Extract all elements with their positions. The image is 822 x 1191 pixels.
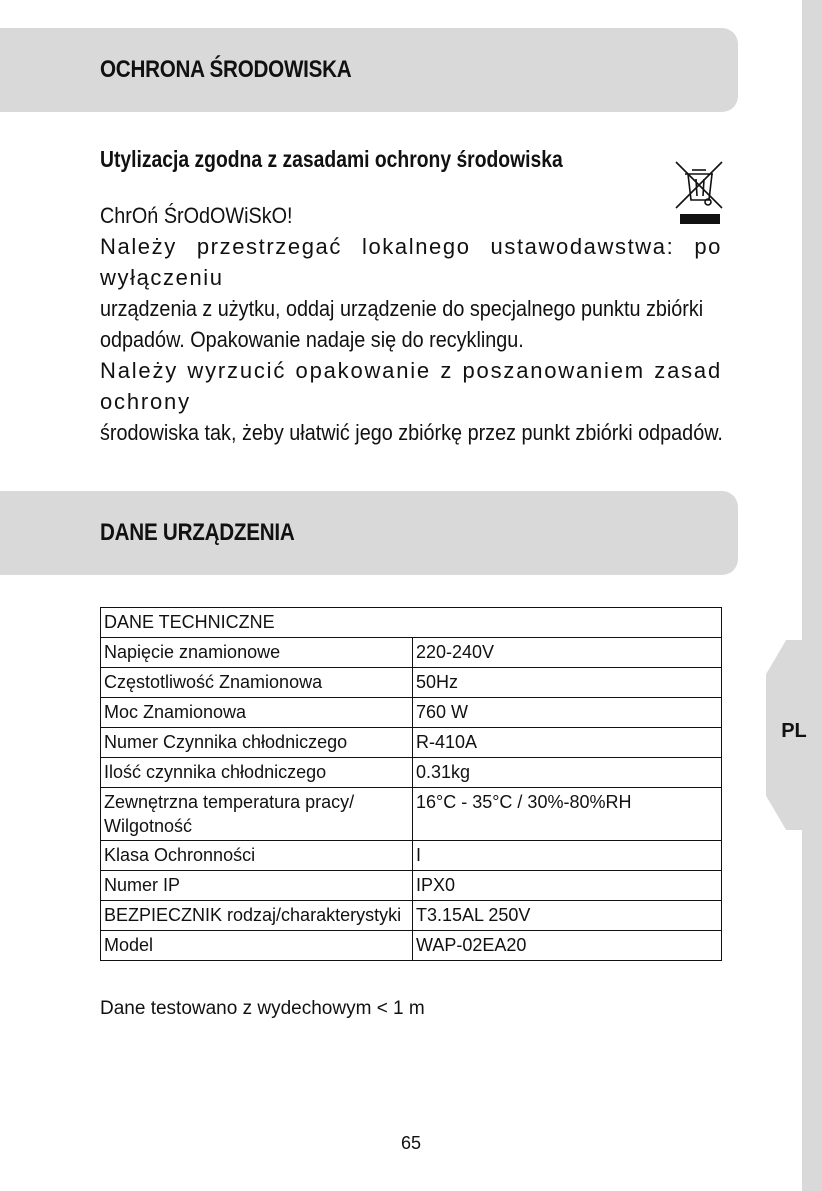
spec-value: T3.15AL 250V <box>413 901 722 931</box>
body-line-6: środowiska tak, żeby ułatwić jego zbiórkę przez punkt zbiórki odpadów. <box>100 420 723 445</box>
body-line-2: Należy przestrzegać lokalnego ustawodawstwa: po wyłączeniu <box>100 234 722 290</box>
table-row <box>101 638 722 668</box>
table-header-cell: DANE TECHNICZNE <box>101 608 722 638</box>
body-line-5: Należy wyrzucić opakowanie z poszanowaniem zasad ochrony <box>100 358 722 414</box>
section-title-environment: OCHRONA ŚRODOWISKA <box>100 56 352 83</box>
spec-label: Moc Znamionowa <box>101 698 413 728</box>
spec-value: WAP-02EA20 <box>413 931 722 961</box>
test-conditions-footnote: Dane testowano z wydechowym < 1 m <box>100 998 425 1019</box>
body-line-4: odpadów. Opakowanie nadaje się do recyklingu. <box>100 327 524 352</box>
language-tab-label: PL <box>781 720 807 742</box>
table-row <box>101 728 722 758</box>
spec-label: Zewnętrzna temperatura pracy/ Wilgotność <box>101 788 413 841</box>
table-row <box>101 871 722 901</box>
spec-label: Numer IP <box>101 871 413 901</box>
spec-value: IPX0 <box>413 871 722 901</box>
environment-body-text <box>100 200 722 448</box>
spec-label: BEZPIECZNIK rodzaj/charakterystyki <box>101 901 413 931</box>
table-row <box>101 931 722 961</box>
table-header-row <box>101 608 722 638</box>
spec-value: 0.31kg <box>413 758 722 788</box>
table-row <box>101 901 722 931</box>
spec-label: Częstotliwość Znamionowa <box>101 668 413 698</box>
spec-label: Klasa Ochronności <box>101 841 413 871</box>
page-number: 65 <box>400 1133 422 1153</box>
technical-data-table <box>100 607 722 961</box>
table-row <box>101 758 722 788</box>
table-row <box>101 668 722 698</box>
side-margin-strip <box>802 0 822 1191</box>
section-banner-device <box>0 491 738 575</box>
spec-value: 16°C - 35°C / 30%-80%RH <box>413 788 722 841</box>
section-title-device: DANE URZĄDZENIA <box>100 519 295 546</box>
spec-value: 50Hz <box>413 668 722 698</box>
spec-label: Model <box>101 931 413 961</box>
body-line-3: urządzenia z użytku, oddaj urządzenie do specjalnego punktu zbiórki <box>100 296 704 321</box>
spec-value: R-410A <box>413 728 722 758</box>
disposal-subheading: Utylizacja zgodna z zasadami ochrony środowiska <box>100 146 563 172</box>
spec-value: 760 W <box>413 698 722 728</box>
body-line-1: ChrOń ŚrOdOWiSkO! <box>100 203 293 228</box>
spec-label: Numer Czynnika chłodniczego <box>101 728 413 758</box>
spec-label: Napięcie znamionowe <box>101 638 413 668</box>
table-row <box>101 698 722 728</box>
table-row <box>101 841 722 871</box>
table-row <box>101 788 722 841</box>
section-banner-environment <box>0 28 738 112</box>
spec-value: 220-240V <box>413 638 722 668</box>
spec-value: I <box>413 841 722 871</box>
spec-label: Ilość czynnika chłodniczego <box>101 758 413 788</box>
